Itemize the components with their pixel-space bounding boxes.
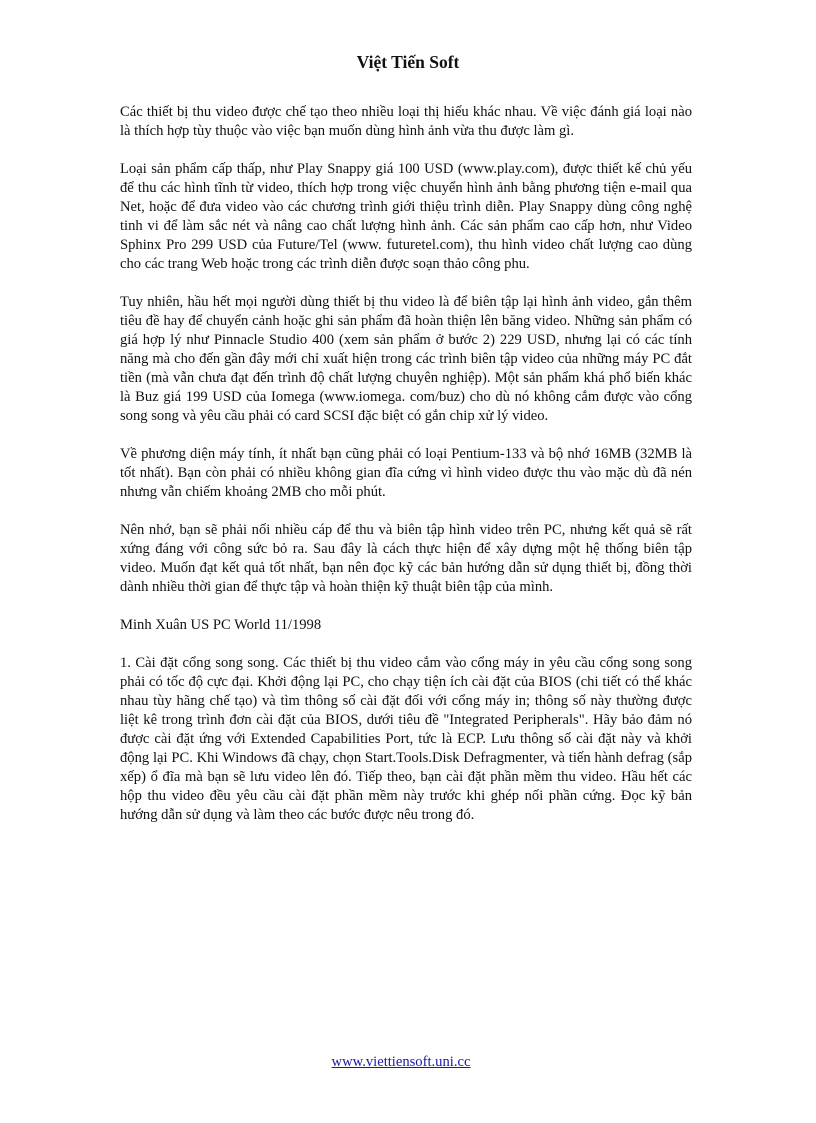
paragraph-advice: Nên nhớ, bạn sẽ phải nối nhiều cáp để thu và biên tập hình video trên PC, nhưng kết quả sẽ rất xứng đáng với công sức bỏ ra. Sau đây là cách thực hiện để xây dựng một hệ thống biên tập video. Muốn đạt kết quả tốt nhất, bạn nên đọc kỹ các bản hướng dẫn sử dụng thiết bị, đồng thời dành nhiều thời gian để thực tập và hoàn thiện kỹ thuật biên tập của mình.	[120, 522, 692, 595]
paragraph-step-1: 1. Cài đặt cổng song song. Các thiết bị thu video cắm vào cổng máy in yêu cầu cổng song song phải có tốc độ cực đại. Khởi động lại PC, cho chạy tiện ích cài đặt của BIOS (chi tiết có thể khác nhau tùy hãng chế tạo) và tìm thông số cài đặt đối với cổng máy in; thông số này thường được liệt kê trong trình đơn cài đặt của BIOS, dưới tiêu đề "Integrated Peripherals". Hãy bảo đảm nó được cài đặt ứng với Extended Capabilities Port, tức là ECP. Lưu thông số cài đặt này và khởi động lại PC. Khi Windows đã chạy, chọn Start.Tools.Disk Defragmenter, và tiến hành defrag (sắp xếp) ổ đĩa mà bạn sẽ lưu video lên đó. Tiếp theo, bạn cài đặt phần mềm thu video. Hầu hết các hộp thu video đều yêu cầu cài đặt phần mềm này trước khi ghép nối phần cứng. Đọc kỹ bản hướng dẫn sử dụng và làm theo các bước được nêu trong đó.	[120, 655, 692, 823]
paragraph-intro: Các thiết bị thu video được chế tạo theo nhiều loại thị hiếu khác nhau. Về việc đánh giá loại nào là thích hợp tùy thuộc vào việc bạn muốn dùng hình ảnh vừa thu được làm gì.	[120, 104, 692, 139]
paragraph-computer-requirements: Về phương diện máy tính, ít nhất bạn cũng phải có loại Pentium-133 và bộ nhớ 16MB (32MB là tốt nhất). Bạn còn phải có nhiều không gian đĩa cứng vì hình video được thu vào mặc dù đã nén nhưng vẫn chiếm khoảng 2MB cho mỗi phút.	[120, 446, 692, 500]
document-body	[120, 103, 692, 844]
paragraph-editing-products: Tuy nhiên, hầu hết mọi người dùng thiết bị thu video là để biên tập lại hình ảnh video, gắn thêm tiêu đề hay để chuyển cảnh hoặc ghi sản phẩm đã hoàn thiện lên băng video. Những sản phẩm có giá hợp lý như Pinnacle Studio 400 (xem sản phẩm ở bước 2) 229 USD, nhưng lại có các tính năng mà cho đến gần đây mới chỉ xuất hiện trong các trình biên tập video của những máy PC đắt tiền (mà vẫn chưa đạt đến trình độ chất lượng chuyên nghiệp). Một sản phẩm khá phổ biến khác là Buz giá 199 USD của Iomega (www.iomega. com/buz) cho dù nó không cắm được vào cổng song song và yêu cầu phải có card SCSI đặc biệt có gắn chip xử lý video.	[120, 294, 692, 424]
paragraph-author-credit: Minh Xuân US PC World 11/1998	[120, 617, 322, 633]
paragraph-low-end-products: Loại sản phẩm cấp thấp, như Play Snappy giá 100 USD (www.play.com), được thiết kế chủ yếu để thu các hình tĩnh từ video, thích hợp trong việc chuyển hình ảnh bằng phương tiện e-mail qua Net, hoặc để đưa video vào các chương trình giới thiệu trình diễn. Play Snappy dùng công nghệ tinh vi để làm sắc nét và nâng cao chất lượng hình ảnh. Các sản phẩm cao cấp hơn, như Video Sphinx Pro 299 USD của Future/Tel (www. futuretel.com), thu hình video chất lượng cao dùng cho các trang Web hoặc trong các trình diễn được soạn thảo công phu.	[120, 161, 692, 272]
page-footer	[0, 1054, 816, 1071]
page-header-title: Việt Tiến Soft	[356, 52, 460, 72]
footer-website-link[interactable]: www.viettiensoft.uni.cc	[331, 1054, 471, 1070]
